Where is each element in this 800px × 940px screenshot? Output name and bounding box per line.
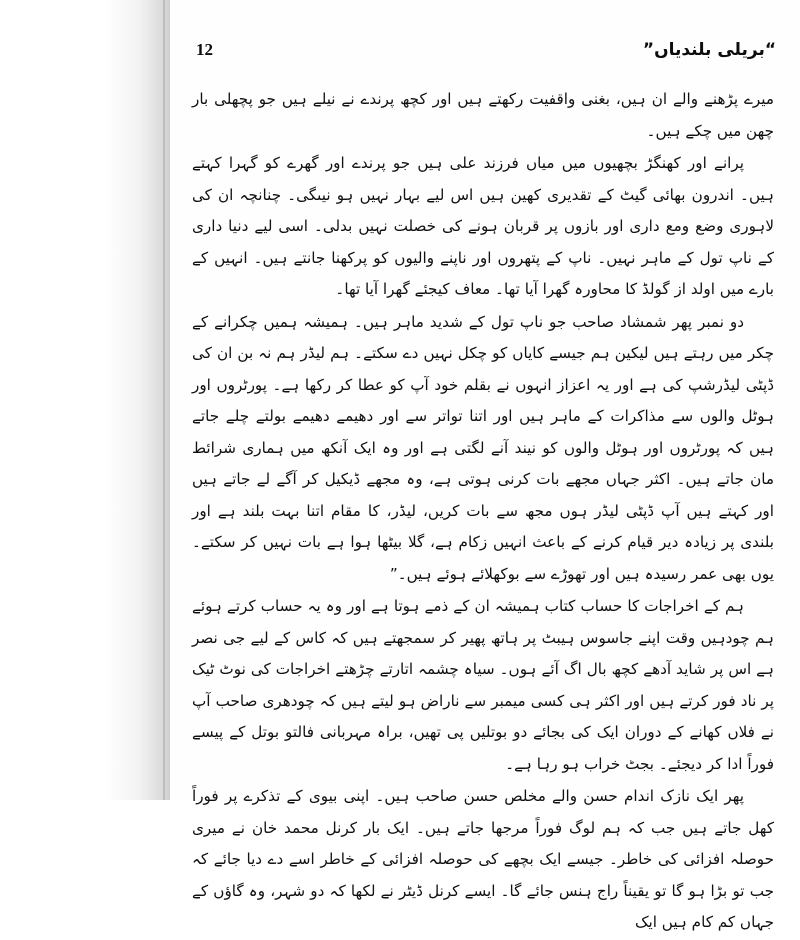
page-body <box>192 84 774 940</box>
page-fold-line <box>163 0 165 800</box>
paragraph: میرے پڑھنے والے ان ہیں، بغنی واقفیت رکھتے ہیں اور کچھ پرندے نے نیلے ہیں جو پچھلی بار چھن میں چکے ہیں۔ <box>192 90 774 140</box>
page-header <box>196 36 776 64</box>
page-number: 12 <box>196 40 213 59</box>
paragraph: پھر ایک نازک اندام حسن والے مخلص حسن صاحب ہیں۔ اپنی بیوی کے تذکرے پر فوراً کھل جاتے ہیں جب کہ ہم لوگ فوراً مرجھا جاتے ہیں۔ ایک بار کرنل محمد خان نے میری حوصلہ افزائی کی خاطر۔ جیسے ایک بچھے کی حوصلہ افزائی کے خاطر اسے دے دیا جائے کہ جب تو بڑا ہو گا تو یقیناً راج ہنس جائے گا۔ ایسے کرنل ڈیٹر نے لکھا کہ دو شہر، وہ گاؤں کے جہاں کم کام ہیں ایک <box>192 787 774 931</box>
paragraph: ہم کے اخراجات کا حساب کتاب ہمیشہ ان کے ذمے ہوتا ہے اور وہ یہ حساب کرتے ہوئے ہم چودہیں وقت اپنے جاسوس ہیبٹ پر ہاتھ پھیر کر سمجھتے ہیں کہ کاس کے لیے جی نصر ہے اس پر شاید آدھے کچھ بال اگ آئے ہوں۔ سیاہ چشمہ اتارتے چڑھتے اخراجات کی نوٹ ٹیک پر ناد فور کرتے ہیں اور اکثر ہی کسی میمبر سے ناراض ہو لیتے ہیں کہ چودھری صاحب آپ نے فلاں کھانے کے دوران ایک کی بجائے دو بوتلیں پی تھیں، براہ مہربانی فالتو بوتل کے پیسے فوراً ادا کر دیجئے۔ بجٹ خراب ہو رہا ہے۔ <box>192 597 774 773</box>
book-title: “بریلی بلندیاں” <box>642 40 776 60</box>
page-gutter-shadow <box>0 0 170 800</box>
paragraph: دو نمبر پھر شمشاد صاحب جو ناپ تول کے شدید ماہر ہیں۔ ہمیشہ ہمیں چکرانے کے چکر میں رہتے ہیں لیکین ہم جیسے کایاں کو چکل نہیں دے سکتے۔ ہم لیڈر ہم نہ بن ان کی ڈپٹی لیڈرشپ کی ہے اور یہ اعزاز انہوں نے بقلم خود آپ کو عطا کر رکھا ہے۔ پورٹروں اور ہوٹل والوں سے مذاکرات کے ماہر ہیں اور اتنا تواتر سے اور دھیمے دھیمے بولتے چلے جاتے ہیں کہ پورٹروں اور ہوٹل والوں کو نیند آنے لگتی ہے اور وہ ایک آنکھ میں ہماری شرائط مان جاتے ہیں۔ اکثر جہاں مجھے بات کرنی ہوتی ہے، وہ مجھے ڈیکیل کر آگے لے جاتے ہیں اور کہتے ہیں آپ ڈپٹی لیڈر ہوں مجھ سے بات کریں، لیڈر، کا مقام اتنا بہت بلند ہے اور بلندی پر زیادہ دیر قیام کرنے کے باعث انہیں زکام ہے، گلا بیٹھا ہوا ہے بات نہیں کر سکتے۔ یوں بھی عمر رسیدہ ہیں اور تھوڑے سے بوکھلائے ہوئے ہیں۔” <box>192 312 774 583</box>
paragraph: پرانے اور کھنگڑ بچھیوں میں میاں فرزند علی ہیں جو پرندے اور گھرے کو گہرا کہتے ہیں۔ اندرون بھائی گیٹ کے تقدیری کھین ہیں اس لیے بہار نہیں ہو نیںگی۔ چنانچہ ان کی لاہوری وضع ومع داری اور بازوں پر قربان ہونے کی خصلت نہیں بدلی۔ اسی لیے دنیا داری کے ناپ تول کے ماہر نہیں۔ ناپ کے پتھروں اور ناپنے والیوں کو پرکھنا جانتے ہیں۔ انہیں کے بارے میں اولد از گولڈ کا محاورہ گھرا آیا تھا۔ معاف کیجئے گھرا آیا تھا۔ <box>192 154 774 298</box>
